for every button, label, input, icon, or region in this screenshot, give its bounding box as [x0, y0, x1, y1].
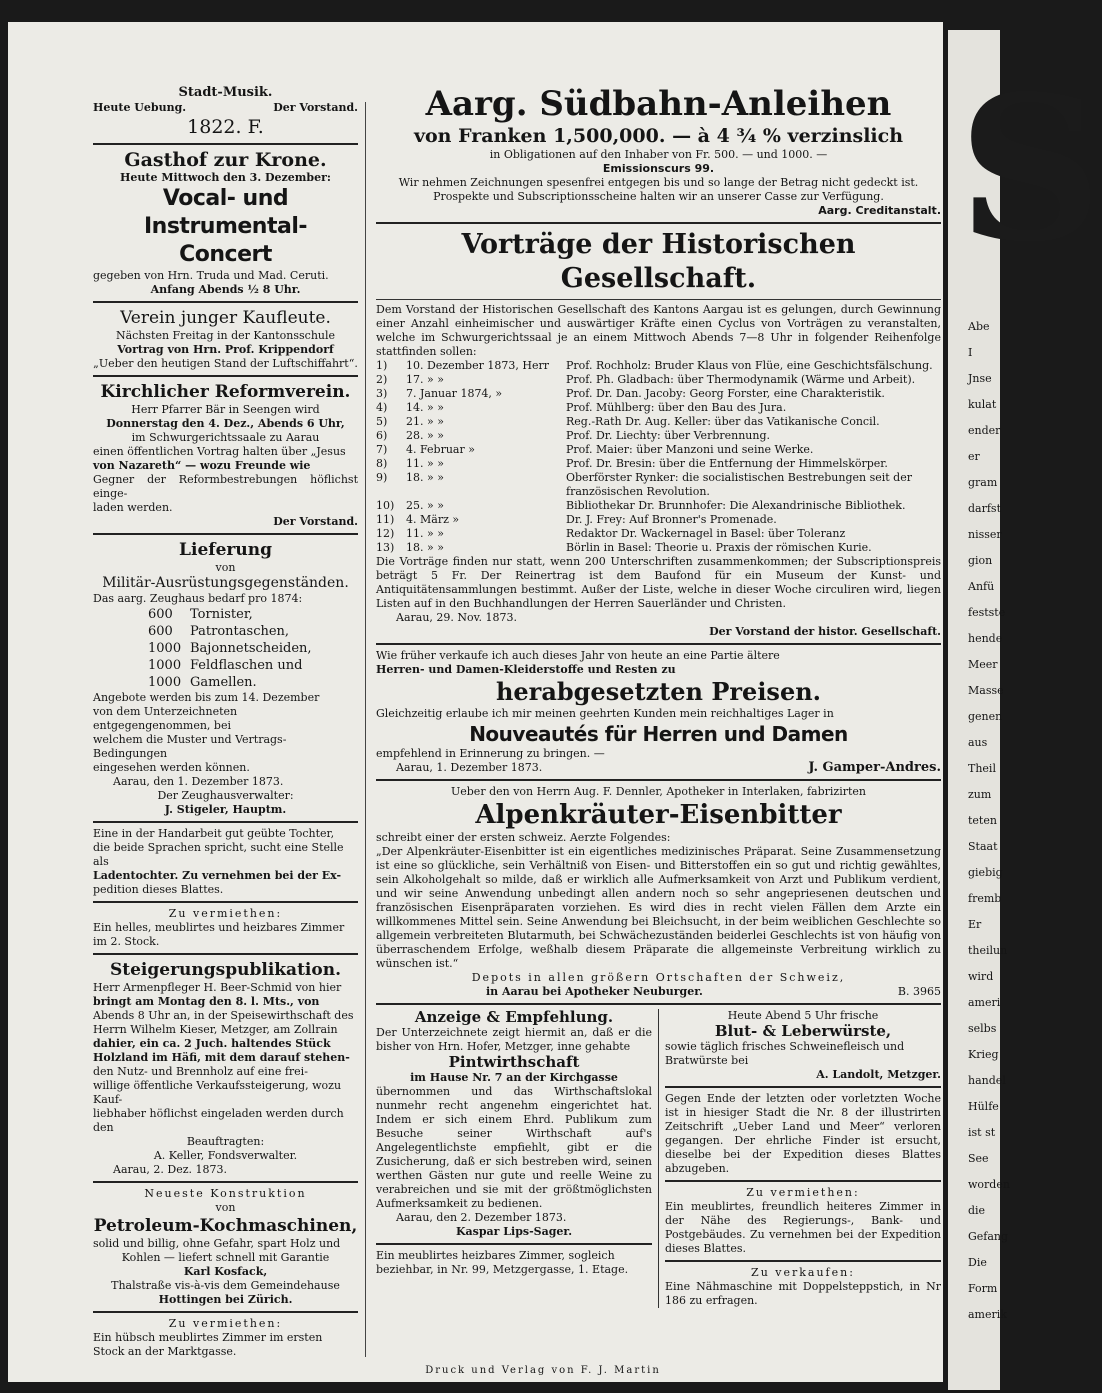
- lieferung-role: Der Zeughausverwalter:: [157, 789, 294, 802]
- edge-fragment: Krieg: [968, 1048, 999, 1061]
- gamper-date: Aarau, 1. Dezember 1873.: [396, 761, 543, 774]
- gamper-l2: Herren- und Damen-Kleiderstoffe und Resten zu: [376, 663, 676, 676]
- vortraege-sig: Der Vorstand der histor. Gesellschaft.: [709, 625, 941, 638]
- reform-l2: Donnerstag den 4. Dez., Abends 6 Uhr,: [106, 417, 345, 430]
- lecture-number: 8): [376, 457, 388, 470]
- gasthof-given: gegeben von Hrn. Truda und Mad. Ceruti.: [93, 269, 329, 282]
- lecture-number: 12): [376, 527, 395, 540]
- alpen-title: Alpenkräuter-Eisenbitter: [475, 800, 842, 830]
- tochter-l2: die beide Sprachen spricht, sucht eine Stelle als: [93, 841, 344, 868]
- steigerung-role: Beauftragten:: [186, 1135, 265, 1148]
- ad-gasthof: [93, 149, 358, 297]
- verein-l1: Nächsten Freitag in der Kantonsschule: [115, 329, 336, 342]
- lieferung-intro: Das aarg. Zeughaus bedarf pro 1874:: [93, 592, 303, 605]
- steigerung-l1: Herr Armenpfleger H. Beer-Schmid von hier: [93, 981, 342, 994]
- lecture-number: 11): [376, 513, 395, 526]
- lecture-topic: Prof. Maier: über Manzoni und seine Werke.: [566, 443, 814, 456]
- lecture-topic: Prof. Dr. Liechty: über Verbrennung.: [566, 429, 771, 442]
- left-column: [93, 84, 358, 1359]
- gasthof-date: Heute Mittwoch den 3. Dezember:: [120, 171, 331, 184]
- ad-vermiethen-1: [93, 907, 358, 949]
- landolt-l3: Bratwürste bei: [665, 1054, 749, 1067]
- lecture-topic: Prof. Dr. Dan. Jacoby: Georg Forster, eine Charakteristik.: [566, 387, 885, 400]
- lecture-date: 4. Februar »: [406, 443, 475, 456]
- vermiethen3-p: Ein meublirtes, freundlich heiteres Zimmer in der Nähe des Regierungs-, Bank- und Postgebäudes. Zu vernehmen bei der Expedition dieses Blattes.: [665, 1200, 941, 1255]
- steigerung-l8: willige öffentliche Verkaufssteigerung, wozu Kauf-: [93, 1079, 342, 1106]
- divider: [93, 301, 358, 303]
- edge-fragment: nisser: [968, 528, 1002, 541]
- lecture-date: 25. » »: [406, 499, 444, 512]
- lecture-date: 4. März »: [406, 513, 460, 526]
- divider: [93, 901, 358, 903]
- edge-fragment: worden: [968, 1178, 1010, 1191]
- lecture-item: [376, 527, 941, 541]
- divider: [93, 953, 358, 955]
- ad-meublirt: [376, 1249, 652, 1277]
- gamper-big2: Nouveautés für Herren und Damen: [469, 722, 848, 746]
- lecture-item: [376, 513, 941, 527]
- lecture-item: [376, 359, 941, 373]
- ad-stadtmusik: [93, 84, 358, 139]
- divider: [93, 821, 358, 823]
- lieferung-t3: welchem die Muster und Vertrags-Bedingungen: [93, 733, 287, 760]
- lecture-item: [376, 471, 941, 499]
- steigerung-l6: Holzland im Häfi, mit dem darauf stehen-: [93, 1051, 350, 1064]
- ad-lieferung: [93, 539, 358, 817]
- verein-l2: Vortrag von Hrn. Prof. Krippendorf: [117, 343, 334, 356]
- edge-fragment: ender: [968, 424, 1001, 437]
- stadtmusik-left: Heute Uebung.: [93, 101, 187, 114]
- edge-fragment: See: [968, 1152, 989, 1165]
- edge-fragment: festste: [968, 606, 1006, 619]
- gasthof-start: Anfang Abends ½ 8 Uhr.: [150, 283, 301, 296]
- ad-verloren: [665, 1092, 941, 1176]
- divider: [665, 1260, 941, 1262]
- edge-fragment: gion: [968, 554, 993, 567]
- ad-petroleum: [93, 1187, 358, 1307]
- divider: [665, 1180, 941, 1182]
- edge-fragment: ameri: [968, 996, 1001, 1009]
- list-item: 1000 Gamellen.: [148, 675, 257, 690]
- edge-fragment: aus: [968, 736, 988, 749]
- ad-anzeige: [376, 1009, 652, 1239]
- verkaufen-title: Zu verkaufen:: [751, 1266, 855, 1279]
- lecture-item: [376, 401, 941, 415]
- petroleum-l1: solid und billig, ohne Gefahr, spart Holz und: [93, 1237, 341, 1250]
- edge-fragment: Abe: [968, 320, 990, 333]
- anleihen-sig: Aarg. Creditanstalt.: [818, 204, 941, 217]
- edge-fragment: Jnse: [968, 372, 992, 385]
- lieferung-sig: J. Stigeler, Hauptm.: [164, 803, 287, 816]
- vermiethen1-title: Zu vermiethen:: [168, 907, 283, 920]
- lecture-number: 3): [376, 387, 388, 400]
- steigerung-l7: den Nutz- und Brennholz auf eine frei-: [93, 1065, 308, 1078]
- ad-alpenkraeuter: [376, 785, 941, 999]
- edge-big-letter: S: [958, 52, 1102, 287]
- ad-suedbahn-anleihen: [376, 84, 941, 218]
- verloren-p: Gegen Ende der letzten oder vorletzten Woche ist in hiesiger Stadt die Nr. 8 der illustrirten Zeitschrift „Ueber Land und Meer“ verloren gegangen. Der ehrliche Finder ist ersucht, dieselbe bei der Expedition dieses Blattes abzugeben.: [665, 1092, 941, 1175]
- edge-fragment: hende: [968, 632, 1003, 645]
- alpen-dep2: in Aarau bei Apotheker Neuburger.: [486, 985, 703, 998]
- lecture-item: [376, 457, 941, 471]
- gasthof-concert2: Concert: [179, 242, 272, 267]
- edge-fragment: Masse: [968, 684, 1004, 697]
- edge-fragment: ist st: [968, 1126, 996, 1139]
- gasthof-title: Gasthof zur Krone.: [124, 149, 327, 171]
- lecture-date: 14. » »: [406, 401, 444, 414]
- edge-fragment: Anfü: [968, 580, 995, 593]
- edge-fragment: Die: [968, 1256, 987, 1269]
- lecture-date: 11. » »: [406, 527, 444, 540]
- edge-fragment: selbs: [968, 1022, 997, 1035]
- vermiethen2-l2: Stock an der Marktgasse.: [93, 1345, 237, 1358]
- meublirt-l1: Ein meublirtes heizbares Zimmer, sogleich: [376, 1249, 615, 1262]
- lecture-date: 18. » »: [406, 471, 444, 484]
- reform-l4: einen öffentlichen Vortrag halten über „Jesus: [93, 445, 346, 458]
- lecture-date: 11. » »: [406, 457, 444, 470]
- anleihen-sub: von Franken 1,500,000. — à 4 ¾ % verzinslich: [413, 125, 904, 147]
- edge-fragment: darfst: [968, 502, 1001, 515]
- divider: [93, 375, 358, 377]
- lecture-date: 21. » »: [406, 415, 444, 428]
- lecture-number: 10): [376, 499, 395, 512]
- alpen-code: B. 3965: [897, 985, 941, 998]
- alpen-l1: schreibt einer der ersten schweiz. Aerzte Folgendes:: [376, 831, 671, 844]
- bottom-left-ads: [376, 1009, 652, 1308]
- anleihen-l2: Emissionscurs 99.: [602, 162, 715, 175]
- list-item: 600 Tornister,: [148, 607, 253, 622]
- tochter-l1: Eine in der Handarbeit gut geübte Tochter,: [93, 827, 335, 840]
- lecture-topic: Prof. Dr. Bresin: über die Entfernung der Himmelskörper.: [566, 457, 888, 470]
- edge-fragment: teten: [968, 814, 997, 827]
- divider: [93, 1311, 358, 1313]
- reform-title: Kirchlicher Reformverein.: [100, 382, 351, 402]
- gamper-l3: Gleichzeitig erlaube ich mir meinen geehrten Kunden mein reichhaltiges Lager in: [376, 707, 834, 720]
- edge-fragment: wird: [968, 970, 994, 983]
- reform-sig: Der Vorstand.: [273, 515, 358, 528]
- lecture-number: 2): [376, 373, 388, 386]
- landolt-title: Blut- & Leberwürste,: [714, 1022, 892, 1040]
- ad-ladentochter: [93, 827, 358, 897]
- petroleum-title: Petroleum-Kochmaschinen,: [93, 1216, 358, 1236]
- ad-steigerung: [93, 959, 358, 1177]
- petroleum-l0: Neueste Konstruktion: [144, 1187, 307, 1200]
- lecture-item: [376, 429, 941, 443]
- vortraege-p2: Die Vorträge finden nur statt, wenn 200 Unterschriften zusammenkommen; der Subscriptionspreis beträgt 5 Fr. Der Reinertrag ist dem Baufond für ein Museum der Kunst- und Antiquitätensammlungen bestimmt. Außer der Liste, welche in dieser Woche circuliren wird, liegen Listen auf in den Buchhandlungen der Herren Sauerländer und Christen.: [376, 555, 941, 610]
- vortraege-title: Vorträge der Historischen Gesellschaft.: [461, 229, 856, 294]
- ad-verein: [93, 307, 358, 371]
- alpen-dep: Depots in allen größern Ortschaften der Schweiz,: [471, 971, 846, 984]
- lieferung-t2: von dem Unterzeichneten entgegengenommen, bei: [93, 705, 238, 732]
- ad-verkaufen: [665, 1266, 941, 1308]
- lecture-topic: Prof. Rochholz: Bruder Klaus von Flüe, eine Geschichtsfälschung.: [566, 359, 933, 372]
- verein-title: Verein junger Kaufleute.: [120, 308, 331, 328]
- lecture-number: 9): [376, 471, 388, 484]
- lieferung-sub: Militär-Ausrüstungsgegenständen.: [102, 575, 349, 591]
- lecture-item: [376, 541, 941, 555]
- divider: [376, 779, 941, 781]
- steigerung-title: Steigerungspublikation.: [109, 960, 341, 980]
- list-item: 1000 Feldflaschen und: [148, 658, 303, 673]
- steigerung-l5: dahier, ein ca. 2 Juch. haltendes Stück: [93, 1037, 331, 1050]
- vermiethen2-l1: Ein hübsch meublirtes Zimmer im ersten: [93, 1331, 323, 1344]
- anzeige-sig: Kaspar Lips-Sager.: [455, 1225, 573, 1238]
- lecture-number: 5): [376, 415, 388, 428]
- lecture-date: 10. Dezember 1873, Herr: [406, 359, 549, 372]
- divider: [376, 222, 941, 224]
- anzeige-l1: Der Unterzeichnete zeigt hiermit an, daß er die bisher von Hrn. Hofer, Metzger, inne gehabte: [376, 1026, 652, 1053]
- column-divider: [365, 102, 366, 1357]
- ad-vermiethen-2: [93, 1317, 358, 1359]
- lieferung-date: Aarau, den 1. Dezember 1873.: [113, 775, 284, 788]
- steigerung-date: Aarau, 2. Dez. 1873.: [113, 1163, 227, 1176]
- lecture-topic: Redaktor Dr. Wackernagel in Basel: über Toleranz: [566, 527, 846, 540]
- lecture-topic: Reg.-Rath Dr. Aug. Keller: über das Vatikanische Concil.: [566, 415, 880, 428]
- list-item: 1000 Bajonnetscheiden,: [148, 641, 312, 656]
- lecture-topic: Prof. Ph. Gladbach: über Thermodynamik (Wärme und Arbeit).: [566, 373, 916, 386]
- steigerung-l3: Abends 8 Uhr an, in der Speisewirthschaft des: [93, 1009, 354, 1022]
- lecture-date: 28. » »: [406, 429, 444, 442]
- gamper-sig: J. Gamper-Andres.: [808, 760, 941, 775]
- lecture-topic: Bibliothekar Dr. Brunnhofer: Die Alexandrinische Bibliothek.: [566, 499, 906, 512]
- divider: [665, 1086, 941, 1088]
- petroleum-l3: Thalstraße vis-à-vis dem Gemeindehause: [111, 1279, 340, 1292]
- stadtmusik-title: Stadt-Musik.: [178, 85, 273, 100]
- edge-fragment: kulat: [968, 398, 997, 411]
- verkaufen-p: Eine Nähmaschine mit Doppelsteppstich, in Nr 186 zu erfragen.: [665, 1280, 941, 1307]
- ad-reformverein: [93, 381, 358, 529]
- year-code: 1822. F.: [187, 116, 264, 138]
- anleihen-l1: in Obligationen auf den Inhaber von Fr. 500. — und 1000. —: [489, 148, 828, 161]
- edge-fragment: Theil: [968, 762, 996, 775]
- vortraege-p1: Dem Vorstand der Historischen Gesellschaft des Kantons Aargau ist es gelungen, durch Gewinnung einer Anzahl einheimischer und auswärtiger Kräfte einen Cyclus von Vorträgen zu veranstalten, welche im Schwurgerichtssaal je an einem Mittwoch Abends 7—8 Uhr in folgender Reihenfolge stattfinden sollen:: [376, 303, 941, 358]
- lecture-number: 13): [376, 541, 395, 554]
- edge-fragment: theilun: [968, 944, 1008, 957]
- lieferung-t1: Angebote werden bis zum 14. Dezember: [93, 691, 320, 704]
- lieferung-t4: eingesehen werden können.: [93, 761, 250, 774]
- petroleum-von: von: [215, 1201, 236, 1214]
- gasthof-concert1: Vocal- und Instrumental-: [143, 186, 307, 239]
- reform-l1: Herr Pfarrer Bär in Seengen wird: [131, 403, 320, 416]
- reform-l3: im Schwurgerichtssaale zu Aarau: [131, 431, 320, 444]
- edge-fragment: gram: [968, 476, 998, 489]
- lecture-item: [376, 443, 941, 457]
- divider: [376, 1243, 652, 1245]
- edge-fragment: er: [968, 450, 980, 463]
- lecture-topic: Oberförster Rynker: die socialistischen Bestrebungen seit der französischen Revolution.: [566, 471, 912, 498]
- anleihen-l4: Prospekte und Subscriptionsscheine halten wir an unserer Casse zur Verfügung.: [433, 190, 884, 203]
- steigerung-l4: Herrn Wilhelm Kieser, Metzger, am Zollrain: [93, 1023, 338, 1036]
- edge-fragment: giebig: [968, 866, 1003, 879]
- bottom-two-column-ads: [376, 1009, 941, 1308]
- ad-landolt: [665, 1009, 941, 1082]
- edge-fragment: fremb: [968, 892, 1002, 905]
- lieferung-von: von: [215, 561, 236, 574]
- reform-l5: von Nazareth“ — wozu Freunde wie: [93, 459, 311, 472]
- lecture-date: 17. » »: [406, 373, 444, 386]
- lecture-topic: Prof. Mühlberg: über den Bau des Jura.: [566, 401, 787, 414]
- petroleum-sig: Karl Kosfack,: [183, 1265, 268, 1278]
- steigerung-sig: A. Keller, Fondsverwalter.: [153, 1149, 298, 1162]
- edge-fragment: genen: [968, 710, 1003, 723]
- anleihen-l3: Wir nehmen Zeichnungen spesenfrei entgegen bis und so lange der Betrag nicht gedeckt ist.: [398, 176, 919, 189]
- anzeige-date: Aarau, den 2. Dezember 1873.: [396, 1211, 567, 1224]
- bottom-right-ads: [665, 1009, 941, 1308]
- vermiethen3-title: Zu vermiethen:: [746, 1186, 860, 1199]
- reform-l6: Gegner der Reformbestrebungen höflichst einge-: [93, 473, 358, 500]
- lecture-number: 1): [376, 359, 388, 372]
- anzeige-p: übernommen und das Wirthschaftslokal nunmehr recht angenehm eingerichtet hat. Indem er sich einem Ehrd. Publikum zum Besuche seiner Wirthschaft auf's Angelegentlichste empfiehlt, gibt er die Zusicherung, daß er sich bestreben wird, seinen werthen Gästen nur gute und reelle Weine zu verabreichen und sie mit der größtmöglichsten Aufmerksamkeit zu bedienen.: [376, 1085, 652, 1210]
- right-column: [376, 84, 941, 1308]
- divider: [376, 643, 941, 645]
- lecture-number: 4): [376, 401, 388, 414]
- lecture-date: 18. » »: [406, 541, 444, 554]
- lecture-number: 7): [376, 443, 388, 456]
- gamper-l1: Wie früher verkaufe ich auch dieses Jahr von heute an eine Partie ältere: [376, 649, 780, 662]
- vermiethen1-l1: Ein helles, meublirtes und heizbares Zimmer: [93, 921, 345, 934]
- petroleum-l4: Hottingen bei Zürich.: [158, 1293, 293, 1306]
- divider: [93, 143, 358, 145]
- landolt-l2: sowie täglich frisches Schweinefleisch und: [665, 1040, 905, 1053]
- tochter-l3: Ladentochter. Zu vernehmen bei der Ex-: [93, 869, 342, 882]
- landolt-l1: Heute Abend 5 Uhr frische: [727, 1009, 879, 1022]
- adjacent-page-edge: [948, 30, 1102, 1390]
- edge-fragment: die: [968, 1204, 986, 1217]
- vortraege-date: Aarau, 29. Nov. 1873.: [396, 611, 518, 624]
- anzeige-name1: Pintwirthschaft: [448, 1053, 580, 1071]
- edge-fragment: Hülfe: [968, 1100, 999, 1113]
- divider: [376, 1003, 941, 1005]
- ad-gamper: [376, 649, 941, 775]
- newspaper-page: [8, 22, 943, 1382]
- ad-vermiethen-3: [665, 1186, 941, 1256]
- printer-footer: Druck und Verlag von F. J. Martin: [425, 1365, 661, 1376]
- lecture-topic: Börlin in Basel: Theorie u. Praxis der römischen Kurie.: [566, 541, 872, 554]
- edge-fragment: Staat: [968, 840, 998, 853]
- steigerung-l9: liebhaber höflichst eingeladen werden durch den: [93, 1107, 344, 1134]
- anzeige-title: Anzeige & Empfehlung.: [414, 1008, 614, 1026]
- petroleum-l2: Kohlen — liefert schnell mit Garantie: [121, 1251, 330, 1264]
- edge-fragment: Er: [968, 918, 982, 931]
- edge-fragment: I: [968, 346, 973, 359]
- lecture-item: [376, 387, 941, 401]
- lecture-item: [376, 499, 941, 513]
- steigerung-l2: bringt am Montag den 8. l. Mts., von: [93, 995, 320, 1008]
- edge-fragment: amerik: [968, 1308, 1007, 1321]
- anzeige-name2: im Hause Nr. 7 an der Kirchgasse: [410, 1071, 618, 1084]
- divider: [93, 533, 358, 535]
- divider: [376, 299, 941, 300]
- gamper-l4: empfehlend in Erinnerung zu bringen. —: [376, 747, 605, 760]
- lecture-item: [376, 415, 941, 429]
- lecture-topic: Dr. J. Frey: Auf Bronner's Promenade.: [566, 513, 777, 526]
- alpen-p: „Der Alpenkräuter-Eisenbitter ist ein eigentliches medizinisches Präparat. Seine Zusammensetzung ist eine so glückliche, sein Verhältniß von Eisen- und Bitterstoffen ein so gut und richtig gewähltes, sein Alkoholgehalt so milde, daß er wirklich alle Aufmerksamkeit von Arzt und Publikum verdient, und wir seine Anwendung unbedingt allen andern noch so sehr angepriesenen deutschen und französischen Eisenpräparaten vorziehen. Es wird dies in recht vielen Fällen dem Arzte ein willkommenes Mittel sein. Seine Anwendung bei Bleichsucht, in der beim weiblichen Geschlechte so allgemein verbreiteten Blutarmuth, bei Schwächezuständen beiderlei Geschlechts ist von häufig von überraschendem Erfolge, weßhalb diesem Präparate die allgemeinste Verbreitung wirklich zu wünschen ist.“: [376, 845, 941, 970]
- lecture-number: 6): [376, 429, 388, 442]
- vermiethen1-l2: im 2. Stock.: [93, 935, 160, 948]
- list-item: 600 Patrontaschen,: [148, 624, 290, 639]
- alpen-intro: Ueber den von Herrn Aug. F. Dennler, Apotheker in Interlaken, fabrizirten: [450, 785, 866, 798]
- edge-fragment: Gefang: [968, 1230, 1009, 1243]
- tochter-l4: pedition dieses Blattes.: [93, 883, 224, 896]
- edge-fragment: Meer: [968, 658, 998, 671]
- lecture-list: [376, 359, 941, 555]
- lieferung-title: Lieferung: [179, 540, 272, 560]
- lieferung-list: [93, 606, 358, 691]
- column-divider: [658, 1009, 659, 1308]
- vermiethen2-title: Zu vermiethen:: [168, 1317, 283, 1330]
- landolt-sig: A. Landolt, Metzger.: [816, 1068, 941, 1081]
- edge-fragment: Form: [968, 1282, 998, 1295]
- lecture-item: [376, 373, 941, 387]
- anleihen-title: Aarg. Südbahn-Anleihen: [425, 84, 892, 124]
- lecture-date: 7. Januar 1874, »: [406, 387, 503, 400]
- gamper-big: herabgesetzten Preisen.: [495, 677, 822, 706]
- edge-fragment: handel: [968, 1074, 1006, 1087]
- reform-l7: laden werden.: [93, 501, 173, 514]
- stadtmusik-right: Der Vorstand.: [273, 101, 358, 114]
- verein-l3: „Ueber den heutigen Stand der Luftschiffahrt“.: [93, 357, 358, 370]
- meublirt-l2: beziehbar, in Nr. 99, Metzgergasse, 1. Etage.: [376, 1263, 629, 1276]
- edge-fragment: zum: [968, 788, 992, 801]
- divider: [93, 1181, 358, 1183]
- ad-vortraege: [376, 228, 941, 639]
